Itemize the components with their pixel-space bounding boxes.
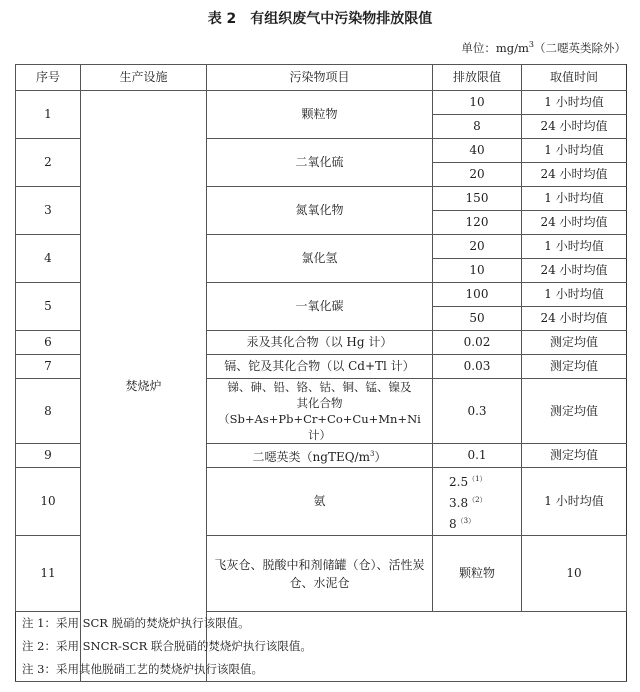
limit-line [449,470,519,491]
row-no: 11 [16,536,81,612]
time-cell: 24 小时均值 [522,259,627,283]
note-2: 注 2：采用 SNCR-SCR 联合脱硝的焚烧炉执行该限值。 [22,639,312,653]
table-title: 表 2 有组织废气中污染物排放限值 [207,11,433,27]
pollutant-cell: 颗粒物 [433,536,522,612]
limit-cell: 40 [433,139,522,163]
header-time: 取值时间 [522,65,627,91]
pollutant-line: （Sb+As+Pb+Cr+Co+Cu+Mn+Ni 计） [218,412,421,442]
limit-cell: 0.1 [433,444,522,468]
note-mark: （2） [468,496,487,504]
pollutant-cell: 一氧化碳 [207,283,433,331]
row-no: 4 [16,235,81,283]
row-no: 2 [16,139,81,187]
time-cell: 测定均值 [522,355,627,379]
unit-sup: 3 [528,40,534,50]
limit-cell: 10 [433,259,522,283]
emission-limits-table [15,64,627,682]
limit-cell: 120 [433,211,522,235]
header-pollutant: 污染物项目 [207,65,433,91]
unit-suffix: （二噁英类除外） [534,41,626,55]
time-cell: 测定均值 [522,331,627,355]
time-cell: 1 小时均值 [522,91,627,115]
time-cell: 测定均值 [522,379,627,444]
pollutant-cell [207,444,433,468]
row-no: 6 [16,331,81,355]
note-1: 注 1：采用 SCR 脱硝的焚烧炉执行该限值。 [22,616,250,630]
time-cell: 1 小时均值 [522,468,627,536]
limit-cell: 20 [433,235,522,259]
pollutant-cell: 汞及其化合物（以 Hg 计） [207,331,433,355]
time-cell: 1 小时均值 [522,187,627,211]
table-header-row [16,65,627,91]
row-no: 3 [16,187,81,235]
pollutant-cell: 颗粒物 [207,91,433,139]
limit-value: 8 [449,517,457,531]
pollutant-cell: 镉、铊及其化合物（以 Cd+Tl 计） [207,355,433,379]
row-no: 5 [16,283,81,331]
pollutant-tail: ） [374,449,387,464]
row-no: 10 [16,468,81,536]
time-cell: 1 小时均值 [522,139,627,163]
time-cell: 24 小时均值 [522,211,627,235]
limit-cell: 0.3 [433,379,522,444]
pollutant-line: 其化合物 [296,396,343,410]
unit-label [461,40,626,56]
note-mark: （1） [468,475,487,483]
limit-cell: 0.02 [433,331,522,355]
header-no: 序号 [16,65,81,91]
pollutant-sup: 3 [369,449,375,458]
time-cell: 1 小时均值 [522,235,627,259]
time-cell: 24 小时均值 [522,163,627,187]
time-cell: 1 小时均值 [522,283,627,307]
pollutant-cell: 氯化氢 [207,235,433,283]
unit-text: 单位：mg/m [461,41,529,55]
row-no: 9 [16,444,81,468]
time-cell: 24 小时均值 [522,115,627,139]
limit-value: 3.8 [449,496,469,510]
notes-cell [16,612,627,682]
limit-cell: 100 [433,283,522,307]
header-limit: 排放限值 [433,65,522,91]
pollutant-cell: 氨 [207,468,433,536]
limit-cell: 8 [433,115,522,139]
pollutant-cell: 氮氧化物 [207,187,433,235]
limit-cell: 20 [433,163,522,187]
note-mark: （3） [456,517,476,525]
row-no: 1 [16,91,81,139]
pollutant-cell [207,379,433,444]
limit-line [449,491,519,512]
limit-cell [433,468,522,536]
notes-row [16,612,627,682]
facility-storage: 飞灰仓、脱酸中和剂储罐（仓）、活性炭仓、水泥仓 [207,536,433,612]
row-no: 8 [16,379,81,444]
limit-cell: 150 [433,187,522,211]
limit-cell: 0.03 [433,355,522,379]
limit-cell: 10 [522,536,627,612]
limit-line [449,512,519,533]
limit-cell: 50 [433,307,522,331]
limit-cell: 10 [433,91,522,115]
table-row [16,91,627,115]
facility-incinerator: 焚烧炉 [81,91,207,682]
time-cell: 测定均值 [522,444,627,468]
time-cell: 24 小时均值 [522,307,627,331]
note-3: 注 3：采用其他脱硝工艺的焚烧炉执行该限值。 [22,662,263,676]
pollutant-text: 二噁英类（ngTEQ/m [252,449,370,464]
limit-value: 2.5 [449,475,469,489]
pollutant-line: 锑、砷、铅、铬、钴、铜、锰、镍及 [227,380,412,394]
row-no: 7 [16,355,81,379]
pollutant-cell: 二氧化硫 [207,139,433,187]
header-facility: 生产设施 [81,65,207,91]
